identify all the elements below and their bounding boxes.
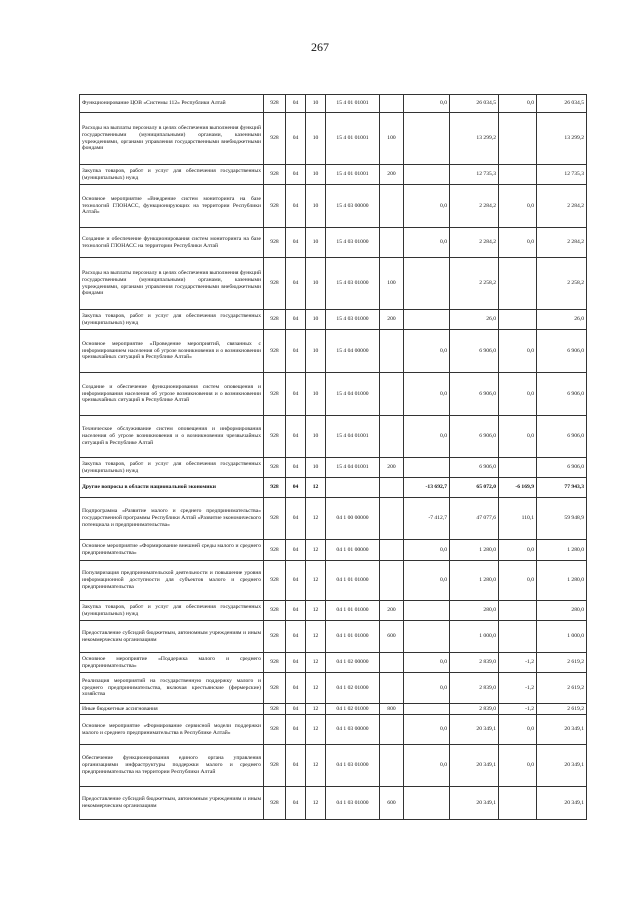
cell-name: Техническое обслуживание систем оповещения и информирования населения об угрозе возникновения и о возникновении чрезвычайных ситуаций в Республике Алтай <box>80 416 264 458</box>
cell-ministry-code: 928 <box>264 601 286 621</box>
cell-subsection: 12 <box>306 787 326 820</box>
cell-amount-1: 0,0 <box>404 185 450 228</box>
cell-target-article: 04 1 03 01000 <box>326 787 380 820</box>
cell-section: 04 <box>286 653 306 673</box>
cell-subsection: 10 <box>306 258 326 310</box>
cell-section: 04 <box>286 621 306 653</box>
cell-ministry-code: 928 <box>264 373 286 416</box>
cell-section: 04 <box>286 95 306 113</box>
cell-amount-2: 2 839,0 <box>450 653 499 673</box>
cell-expense-type: 600 <box>380 621 404 653</box>
cell-subsection: 10 <box>306 310 326 330</box>
cell-ministry-code: 928 <box>264 704 286 715</box>
cell-name: Создание и обеспечение функционирования систем мониторинга на базе технологий ГЛОНАСС на территории Республики Алтай <box>80 228 264 258</box>
cell-amount-1: 0,0 <box>404 330 450 373</box>
cell-expense-type: 100 <box>380 113 404 165</box>
cell-amount-3 <box>499 458 537 478</box>
cell-amount-1 <box>404 458 450 478</box>
table-row <box>80 228 587 258</box>
cell-amount-4: 59 948,9 <box>537 498 587 540</box>
cell-expense-type <box>380 653 404 673</box>
cell-name: Расходы на выплаты персоналу в целях обеспечения выполнения функций государственными (муниципальными) органами, казенными учреждениями, органами управления государственными внебюджетными фондами <box>80 113 264 165</box>
cell-ministry-code: 928 <box>264 478 286 498</box>
table-row <box>80 458 587 478</box>
cell-amount-4: 1 280,0 <box>537 540 587 561</box>
cell-section: 04 <box>286 715 306 745</box>
cell-ministry-code: 928 <box>264 330 286 373</box>
cell-expense-type <box>380 330 404 373</box>
table-row <box>80 601 587 621</box>
cell-expense-type <box>380 95 404 113</box>
cell-amount-4: 77 943,3 <box>537 478 587 498</box>
cell-expense-type <box>380 715 404 745</box>
cell-section: 04 <box>286 416 306 458</box>
cell-expense-type <box>380 478 404 498</box>
cell-amount-2: 2 839,0 <box>450 673 499 704</box>
cell-amount-3 <box>499 310 537 330</box>
cell-ministry-code: 928 <box>264 498 286 540</box>
cell-name: Предоставление субсидий бюджетным, автономным учреждениям и иным некоммерческим организациям <box>80 621 264 653</box>
cell-subsection: 12 <box>306 540 326 561</box>
cell-amount-1: 0,0 <box>404 416 450 458</box>
cell-subsection: 10 <box>306 228 326 258</box>
cell-name: Основное мероприятие «Формирование внешней среды малого и среднего предпринимательства» <box>80 540 264 561</box>
cell-amount-4: 20 349,1 <box>537 787 587 820</box>
table-row <box>80 258 587 310</box>
cell-section: 04 <box>286 113 306 165</box>
cell-amount-2: 26 034,5 <box>450 95 499 113</box>
cell-amount-1: -7 412,7 <box>404 498 450 540</box>
cell-amount-2: 2 258,2 <box>450 258 499 310</box>
cell-amount-4: 13 299,2 <box>537 113 587 165</box>
cell-section: 04 <box>286 165 306 185</box>
cell-subsection: 12 <box>306 745 326 787</box>
cell-amount-3 <box>499 601 537 621</box>
cell-amount-2: 20 349,1 <box>450 715 499 745</box>
cell-amount-3: 0,0 <box>499 561 537 601</box>
cell-subsection: 10 <box>306 113 326 165</box>
cell-subsection: 10 <box>306 373 326 416</box>
cell-section: 04 <box>286 498 306 540</box>
cell-amount-1 <box>404 621 450 653</box>
cell-amount-2: 6 906,0 <box>450 330 499 373</box>
cell-amount-1: 0,0 <box>404 673 450 704</box>
table-row <box>80 621 587 653</box>
cell-ministry-code: 928 <box>264 113 286 165</box>
cell-target-article: 04 1 03 00000 <box>326 715 380 745</box>
cell-ministry-code: 928 <box>264 787 286 820</box>
cell-target-article: 04 1 01 01000 <box>326 601 380 621</box>
cell-expense-type: 800 <box>380 704 404 715</box>
cell-subsection: 12 <box>306 621 326 653</box>
cell-name: Предоставление субсидий бюджетным, автономным учреждениям и иным некоммерческим организациям <box>80 787 264 820</box>
cell-target-article: 04 1 01 00000 <box>326 540 380 561</box>
cell-subsection: 12 <box>306 498 326 540</box>
table-row <box>80 330 587 373</box>
cell-amount-3: 0,0 <box>499 745 537 787</box>
cell-amount-3: -1,2 <box>499 653 537 673</box>
cell-amount-4: 6 906,0 <box>537 330 587 373</box>
cell-amount-4: 2 258,2 <box>537 258 587 310</box>
cell-amount-3: 0,0 <box>499 185 537 228</box>
cell-amount-2: 20 349,1 <box>450 745 499 787</box>
cell-amount-2: 26,0 <box>450 310 499 330</box>
cell-amount-4: 6 906,0 <box>537 373 587 416</box>
cell-amount-2: 20 349,1 <box>450 787 499 820</box>
cell-target-article: 04 1 02 01000 <box>326 673 380 704</box>
cell-section: 04 <box>286 478 306 498</box>
cell-section: 04 <box>286 540 306 561</box>
cell-section: 04 <box>286 373 306 416</box>
cell-amount-2: 6 906,0 <box>450 373 499 416</box>
cell-target-article: 04 1 01 01000 <box>326 621 380 653</box>
cell-name: Расходы на выплаты персоналу в целях обеспечения выполнения функций государственными (муниципальными) органами, казенными учреждениями, органами управления государственными внебюджетными фондами <box>80 258 264 310</box>
cell-name: Основное мероприятие «Поддержка малого и среднего предпринимательства» <box>80 653 264 673</box>
cell-section: 04 <box>286 330 306 373</box>
cell-section: 04 <box>286 310 306 330</box>
cell-amount-4: 6 906,0 <box>537 458 587 478</box>
cell-ministry-code: 928 <box>264 715 286 745</box>
table-row <box>80 745 587 787</box>
cell-amount-3: -6 169,9 <box>499 478 537 498</box>
cell-name: Функционирование ЦОВ «Системы 112» Республики Алтай <box>80 95 264 113</box>
cell-ministry-code: 928 <box>264 310 286 330</box>
cell-name: Популяризация предпринимательской деятельности и повышение уровня информационной доступности для субъектов малого и среднего предпринимательства <box>80 561 264 601</box>
cell-target-article: 15 4 04 01000 <box>326 373 380 416</box>
cell-ministry-code: 928 <box>264 228 286 258</box>
cell-amount-3: 0,0 <box>499 228 537 258</box>
cell-amount-3: 0,0 <box>499 373 537 416</box>
cell-ministry-code: 928 <box>264 458 286 478</box>
cell-amount-2: 1 000,0 <box>450 621 499 653</box>
cell-expense-type: 600 <box>380 787 404 820</box>
cell-amount-3: 0,0 <box>499 715 537 745</box>
cell-target-article: 04 1 02 01000 <box>326 704 380 715</box>
cell-expense-type: 200 <box>380 458 404 478</box>
cell-amount-3: 0,0 <box>499 540 537 561</box>
cell-amount-1: 0,0 <box>404 95 450 113</box>
cell-amount-2: 2 284,2 <box>450 185 499 228</box>
table-row <box>80 185 587 228</box>
cell-name: Закупка товаров, работ и услуг для обеспечения государственных (муниципальных) нужд <box>80 458 264 478</box>
cell-target-article: 15 4 01 01001 <box>326 95 380 113</box>
cell-ministry-code: 928 <box>264 165 286 185</box>
cell-name: Закупка товаров, работ и услуг для обеспечения государственных (муниципальных) нужд <box>80 601 264 621</box>
cell-amount-1 <box>404 310 450 330</box>
cell-expense-type <box>380 673 404 704</box>
cell-amount-2: 6 906,0 <box>450 458 499 478</box>
table-row <box>80 704 587 715</box>
cell-ministry-code: 928 <box>264 653 286 673</box>
cell-amount-1 <box>404 787 450 820</box>
cell-name: Основное мероприятие «Внедрение систем мониторинга на базе технологий ГЛОНАСС, функционирующих на территории Республики Алтай» <box>80 185 264 228</box>
cell-expense-type: 200 <box>380 601 404 621</box>
cell-expense-type <box>380 228 404 258</box>
cell-amount-2: 6 906,0 <box>450 416 499 458</box>
cell-amount-4: 6 906,0 <box>537 416 587 458</box>
cell-amount-3 <box>499 258 537 310</box>
cell-ministry-code: 928 <box>264 561 286 601</box>
cell-amount-3 <box>499 165 537 185</box>
table-row <box>80 113 587 165</box>
cell-section: 04 <box>286 458 306 478</box>
cell-section: 04 <box>286 185 306 228</box>
cell-amount-1: -13 692,7 <box>404 478 450 498</box>
table-row <box>80 561 587 601</box>
cell-amount-2: 2 284,2 <box>450 228 499 258</box>
cell-subsection: 10 <box>306 458 326 478</box>
cell-amount-4: 2 619,2 <box>537 673 587 704</box>
table-row <box>80 95 587 113</box>
cell-amount-2: 65 072,0 <box>450 478 499 498</box>
cell-amount-1 <box>404 601 450 621</box>
table-row <box>80 653 587 673</box>
cell-name: Реализация мероприятий на государственную поддержку малого и среднего предпринимательства, включая крестьянские (фермерские) хозяйства <box>80 673 264 704</box>
table-row <box>80 673 587 704</box>
cell-expense-type <box>380 185 404 228</box>
cell-subsection: 12 <box>306 673 326 704</box>
cell-amount-1: 0,0 <box>404 373 450 416</box>
cell-amount-1 <box>404 258 450 310</box>
cell-amount-3 <box>499 113 537 165</box>
cell-expense-type: 100 <box>380 258 404 310</box>
cell-amount-2: 47 077,6 <box>450 498 499 540</box>
cell-target-article: 04 1 03 01000 <box>326 745 380 787</box>
cell-amount-3: -1,2 <box>499 673 537 704</box>
cell-amount-1: 0,0 <box>404 228 450 258</box>
cell-ministry-code: 928 <box>264 185 286 228</box>
cell-expense-type <box>380 373 404 416</box>
cell-target-article: 04 1 02 00000 <box>326 653 380 673</box>
cell-amount-4: 20 349,1 <box>537 745 587 787</box>
cell-ministry-code: 928 <box>264 621 286 653</box>
cell-amount-1: 0,0 <box>404 653 450 673</box>
cell-amount-4: 1 280,0 <box>537 561 587 601</box>
cell-expense-type <box>380 416 404 458</box>
budget-table <box>79 94 587 820</box>
cell-expense-type <box>380 561 404 601</box>
cell-target-article: 15 4 03 01000 <box>326 310 380 330</box>
cell-section: 04 <box>286 258 306 310</box>
cell-target-article: 15 4 03 01000 <box>326 228 380 258</box>
cell-subsection: 10 <box>306 95 326 113</box>
cell-name: Основное мероприятие «Формирование сервисной модели поддержки малого и среднего предпринимательства в Республике Алтай» <box>80 715 264 745</box>
cell-ministry-code: 928 <box>264 416 286 458</box>
cell-amount-1: 0,0 <box>404 561 450 601</box>
cell-name: Закупка товаров, работ и услуг для обеспечения государственных (муниципальных) нужд <box>80 165 264 185</box>
cell-name: Основное мероприятие «Проведение мероприятий, связанных с информированием населения об угрозе возникновения и о возникновении чрезвычайных ситуаций в Республике Алтай» <box>80 330 264 373</box>
cell-name: Закупка товаров, работ и услуг для обеспечения государственных (муниципальных) нужд <box>80 310 264 330</box>
cell-amount-2: 1 280,0 <box>450 540 499 561</box>
cell-ministry-code: 928 <box>264 258 286 310</box>
cell-subsection: 12 <box>306 478 326 498</box>
cell-section: 04 <box>286 673 306 704</box>
cell-amount-4: 2 619,2 <box>537 653 587 673</box>
cell-amount-3: 0,0 <box>499 95 537 113</box>
cell-amount-3 <box>499 621 537 653</box>
cell-amount-1: 0,0 <box>404 540 450 561</box>
cell-subsection: 12 <box>306 704 326 715</box>
table-row <box>80 416 587 458</box>
cell-amount-4: 26 034,5 <box>537 95 587 113</box>
table-row <box>80 478 587 498</box>
cell-amount-3 <box>499 787 537 820</box>
cell-amount-1 <box>404 165 450 185</box>
cell-amount-3: 0,0 <box>499 330 537 373</box>
cell-ministry-code: 928 <box>264 673 286 704</box>
cell-subsection: 10 <box>306 330 326 373</box>
table-row <box>80 310 587 330</box>
cell-amount-2: 280,0 <box>450 601 499 621</box>
cell-amount-4: 12 735,3 <box>537 165 587 185</box>
page-number: 267 <box>311 40 329 54</box>
cell-amount-4: 2 284,2 <box>537 228 587 258</box>
cell-subsection: 12 <box>306 561 326 601</box>
cell-subsection: 10 <box>306 416 326 458</box>
cell-amount-3: 110,1 <box>499 498 537 540</box>
cell-section: 04 <box>286 228 306 258</box>
cell-section: 04 <box>286 704 306 715</box>
cell-section: 04 <box>286 745 306 787</box>
cell-section: 04 <box>286 601 306 621</box>
cell-amount-4: 1 000,0 <box>537 621 587 653</box>
table-row <box>80 715 587 745</box>
cell-expense-type: 200 <box>380 165 404 185</box>
cell-subsection: 12 <box>306 715 326 745</box>
cell-amount-1: 0,0 <box>404 745 450 787</box>
cell-amount-2: 12 735,3 <box>450 165 499 185</box>
table-row <box>80 373 587 416</box>
cell-name: Создание и обеспечение функционирования систем оповещения и информирования населения об угрозе возникновения и о возникновении чрезвычайных ситуаций в Республике Алтай <box>80 373 264 416</box>
cell-expense-type <box>380 498 404 540</box>
cell-target-article: 15 4 03 00000 <box>326 185 380 228</box>
cell-name: Другие вопросы в области национальной экономики <box>80 478 264 498</box>
table-row <box>80 787 587 820</box>
cell-section: 04 <box>286 561 306 601</box>
cell-amount-4: 280,0 <box>537 601 587 621</box>
cell-amount-2: 13 299,2 <box>450 113 499 165</box>
cell-target-article: 15 4 03 01000 <box>326 258 380 310</box>
cell-amount-1 <box>404 704 450 715</box>
cell-target-article: 04 1 00 00000 <box>326 498 380 540</box>
cell-target-article: 15 4 04 01001 <box>326 458 380 478</box>
cell-amount-3: -1,2 <box>499 704 537 715</box>
cell-amount-2: 1 280,0 <box>450 561 499 601</box>
cell-amount-3: 0,0 <box>499 416 537 458</box>
cell-target-article: 04 1 01 01000 <box>326 561 380 601</box>
cell-subsection: 12 <box>306 653 326 673</box>
table-row <box>80 540 587 561</box>
cell-amount-4: 26,0 <box>537 310 587 330</box>
cell-amount-2: 2 839,0 <box>450 704 499 715</box>
table-row <box>80 165 587 185</box>
cell-target-article: 15 4 01 01001 <box>326 165 380 185</box>
cell-target-article <box>326 478 380 498</box>
cell-amount-1 <box>404 113 450 165</box>
cell-ministry-code: 928 <box>264 540 286 561</box>
cell-expense-type <box>380 540 404 561</box>
cell-section: 04 <box>286 787 306 820</box>
cell-name: Обеспечение функционирования единого органа управления организациями инфраструктуры поддержки малого и среднего предпринимательства на территории Республики Алтай <box>80 745 264 787</box>
cell-name: Иные бюджетные ассигнования <box>80 704 264 715</box>
cell-amount-1: 0,0 <box>404 715 450 745</box>
cell-subsection: 10 <box>306 185 326 228</box>
cell-amount-4: 2 284,2 <box>537 185 587 228</box>
cell-amount-4: 2 619,2 <box>537 704 587 715</box>
cell-ministry-code: 928 <box>264 95 286 113</box>
cell-amount-4: 20 349,1 <box>537 715 587 745</box>
cell-expense-type: 200 <box>380 310 404 330</box>
cell-expense-type <box>380 745 404 787</box>
cell-ministry-code: 928 <box>264 745 286 787</box>
cell-target-article: 15 4 04 00000 <box>326 330 380 373</box>
cell-subsection: 10 <box>306 165 326 185</box>
cell-target-article: 15 4 01 01001 <box>326 113 380 165</box>
table-row <box>80 498 587 540</box>
cell-target-article: 15 4 04 01001 <box>326 416 380 458</box>
cell-name: Подпрограмма «Развитие малого и среднего предпринимательства» государственной программы Республики Алтай «Развитие экономического потенциала и предпринимательства» <box>80 498 264 540</box>
cell-subsection: 12 <box>306 601 326 621</box>
